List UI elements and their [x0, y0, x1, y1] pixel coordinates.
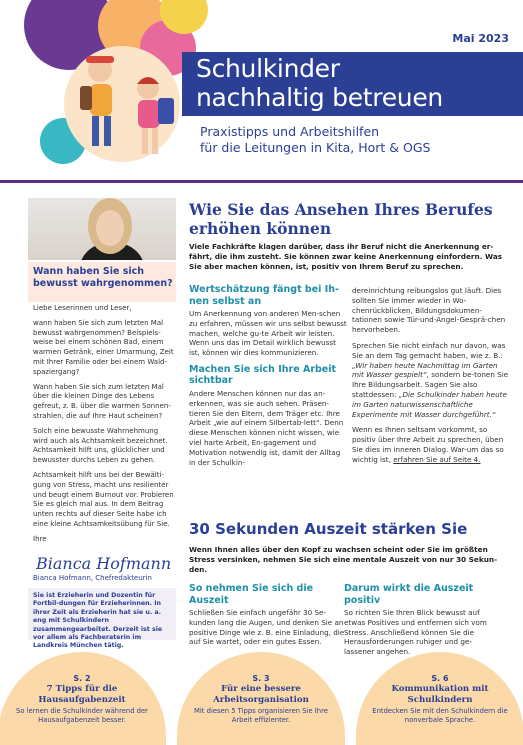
article1-paragraph: dereinrichtung reibungslos gut läuft. Dies sollten Sie immer wieder in Wo-chenrückblicken, Bildungsdokumen-tationen sowie Tür-und-Angel-Gesprä-chen hervorheben.: [352, 286, 506, 335]
teaser-heading: Kommunikation mit Schulkindern: [391, 684, 489, 705]
newsletter-title-line1: Schulkinder: [196, 54, 340, 83]
article1-column-right: [352, 286, 510, 471]
teaser-description: So lernen die Schulkinder während der Hausaufgabenzeit besser.: [16, 707, 148, 724]
teaser-page: S. 3: [252, 674, 270, 683]
teaser-description: Mit diesen 5 Tipps organisieren Sie Ihre Arbeit effizienter.: [194, 707, 328, 724]
article1-lead: Viele Fachkräfte klagen darüber, dass ihr Beruf nicht die Anerkennung er-fährt, die ihm zusteht. Sie können zwar keine Anerkennung einfordern. Was Sie aber machen können, ist, positiv von Ihrem Beruf zu sprechen.: [189, 242, 503, 271]
sidebar-text: [33, 304, 175, 550]
teaser-homework[interactable]: [7, 674, 157, 725]
teaser-heading: 7 Tipps für die Hausaufgabenzeit: [38, 684, 126, 705]
article1-quote: „Die Schulkinder haben heute im Garten naturwissenschaftliche Experimente mit Wasser durchgeführt.“: [352, 389, 507, 419]
editor-bio: Sie ist Erzieherin und Dozentin für Fortbil-dungen für Erzieherinnen. In ihrer Zeit als Erzieherin hat sie u. a. eng mit Schulkindern zusammengearbeitet. Derzeit ist sie vor allem als Fachberaterin im Landkreis München tätig.: [33, 592, 163, 650]
article1-text: , sondern be-tonen Sie Ihre Bildungsarbeit. Sagen Sie also stattdessen:: [352, 370, 509, 399]
teaser-page: S. 6: [431, 674, 449, 683]
sidebar-paragraph: Achtsamkeit hilft uns bei der Bewälti-gung von Stress, macht uns resilienter und beugt einem Burnout vor. Probieren Sie es gleich mal aus. In dem Beitrag unten rechts auf dieser Seite habe ich eine kleine Achtsamkeitsübung für Sie.: [33, 470, 174, 528]
sidebar-paragraph: Solch eine bewusste Wahrnehmung wird auch als Achtsamkeit bezeichnet. Achtsamkeit hilft uns, glücklicher und bewusster durchs Leben zu gehen.: [33, 426, 168, 465]
teaser-organisation[interactable]: [186, 674, 336, 725]
editor-portrait: [28, 198, 176, 260]
article2-column-right: [344, 583, 502, 663]
article2-paragraph: So richten Sie Ihren Blick bewusst auf etwas Positives und entfernen sich vom Stress. Anschließend können Sie die Herausforderungen ruhiger und ge-lassener angehen.: [344, 608, 487, 657]
article1-paragraph: [352, 341, 510, 419]
article2-paragraph: Schließen Sie einfach ungefähr 30 Se-kunden lang die Augen, und denken Sie an positive Dinge wie z. B. eine Einladung, die auf Sie wartet, oder ein gutes Essen.: [189, 608, 345, 647]
header-divider: [0, 180, 523, 183]
teaser-page: S. 2: [73, 674, 91, 683]
page4-link[interactable]: erfahren Sie auf Seite 4.: [393, 454, 481, 464]
issue-date: Mai 2023: [452, 32, 509, 45]
article2-heading2: Darum wirkt die Auszeit positiv: [344, 583, 474, 606]
article1-title: Wie Sie das Ansehen Ihres Berufes erhöhen können: [189, 200, 493, 238]
sidebar-paragraph: Liebe Leserinnen und Leser,: [33, 304, 132, 312]
article1-text: Wenn es Ihnen seltsam vorkommt, so positiv über Ihre Arbeit zu sprechen, üben Sie dies im inneren Dialog. War-um das so wichtig ist,: [352, 425, 504, 464]
article2-heading1: So nehmen Sie sich die Auszeit: [189, 583, 314, 606]
article2-lead: Wenn Ihnen alles über den Kopf zu wachsen scheint oder Sie im größten Stress versinken, nehmen Sie sich eine mentale Auszeit von nur 30 Sekun-den.: [189, 545, 498, 574]
sidebar-question: Wann haben Sie sich bewusst wahrgenommen?: [33, 266, 173, 289]
article2-column-left: [189, 583, 347, 653]
newsletter-title-line2: nachhaltig betreuen: [196, 83, 443, 112]
children-illustration-icon: [60, 40, 190, 170]
article1-paragraph: Andere Menschen können nur das an-erkennen, was sie auch sehen. Präsen-tieren Sie den Eltern, dem Träger etc. Ihre Arbeit „wie auf einem Silbertab-lett“. Denn diese Menschen können nicht wissen, wie viel harte Arbeit, En-gagement und Motivation notwendig ist, damit der Alltag in der Schulkin-: [189, 388, 344, 467]
article1-paragraph: [352, 425, 510, 464]
article1-text: Sprechen Sie nicht einfach nur davon, was Sie an dem Tag gemacht haben, wie z. B.:: [352, 340, 506, 360]
article2-title: 30 Sekunden Auszeit stärken Sie: [189, 520, 468, 538]
signature-name: Bianca Hofmann, Chefredakteurin: [33, 574, 152, 582]
teaser-heading: Für eine bessere Arbeitsorganisation: [213, 684, 309, 705]
article1-column-left: [189, 284, 347, 473]
subtitle-line1: Praxistipps und Arbeitshilfen: [200, 124, 380, 139]
teaser-communication[interactable]: [365, 674, 515, 725]
subtitle-line2: für die Leitungen in Kita, Hort & OGS: [200, 140, 431, 155]
article1-heading1: Wertschätzung fängt bei Ih-nen selbst an: [189, 284, 339, 307]
sidebar-paragraph: wann haben Sie sich zum letzten Mal bewusst wahrgenommen? Beispiels-weise bei einem schönen Bad, einem warmen Getränk, einer Umarmung, Zeit mit Ihrer Familie oder bei einem Wald-spaziergang?: [33, 318, 174, 376]
article1-heading2: Machen Sie sich Ihre Arbeit sichtbar: [189, 363, 337, 387]
handwritten-signature: Bianca Hofmann: [36, 554, 172, 573]
portrait-photo-icon: [28, 198, 176, 260]
teaser-description: Entdecken Sie mit den Schulkindern die nonverbale Sprache.: [372, 707, 508, 724]
sidebar-paragraph: Ihre: [33, 534, 47, 543]
article1-paragraph: Um Anerkennung von anderen Men-schen zu erfahren, müssen wir uns selbst bewusst machen, welche gu-te Arbeit wir leisten. Wenn uns das im Detail wirklich bewusst ist, können wir dies kommunizieren.: [189, 309, 347, 358]
article1-quote: „Wir haben heute Nachmittag im Garten mit Wasser gespielt“: [352, 360, 498, 380]
masthead: [0, 0, 523, 183]
sidebar-paragraph: Wann haben Sie sich zum letzten Mal über die kleinen Dinge des Lebens gefreut, z. B. über die warmen Sonnen-strahlen, die auf Ihre Haut scheinen?: [33, 382, 171, 420]
newsletter-subtitle: [200, 124, 430, 156]
